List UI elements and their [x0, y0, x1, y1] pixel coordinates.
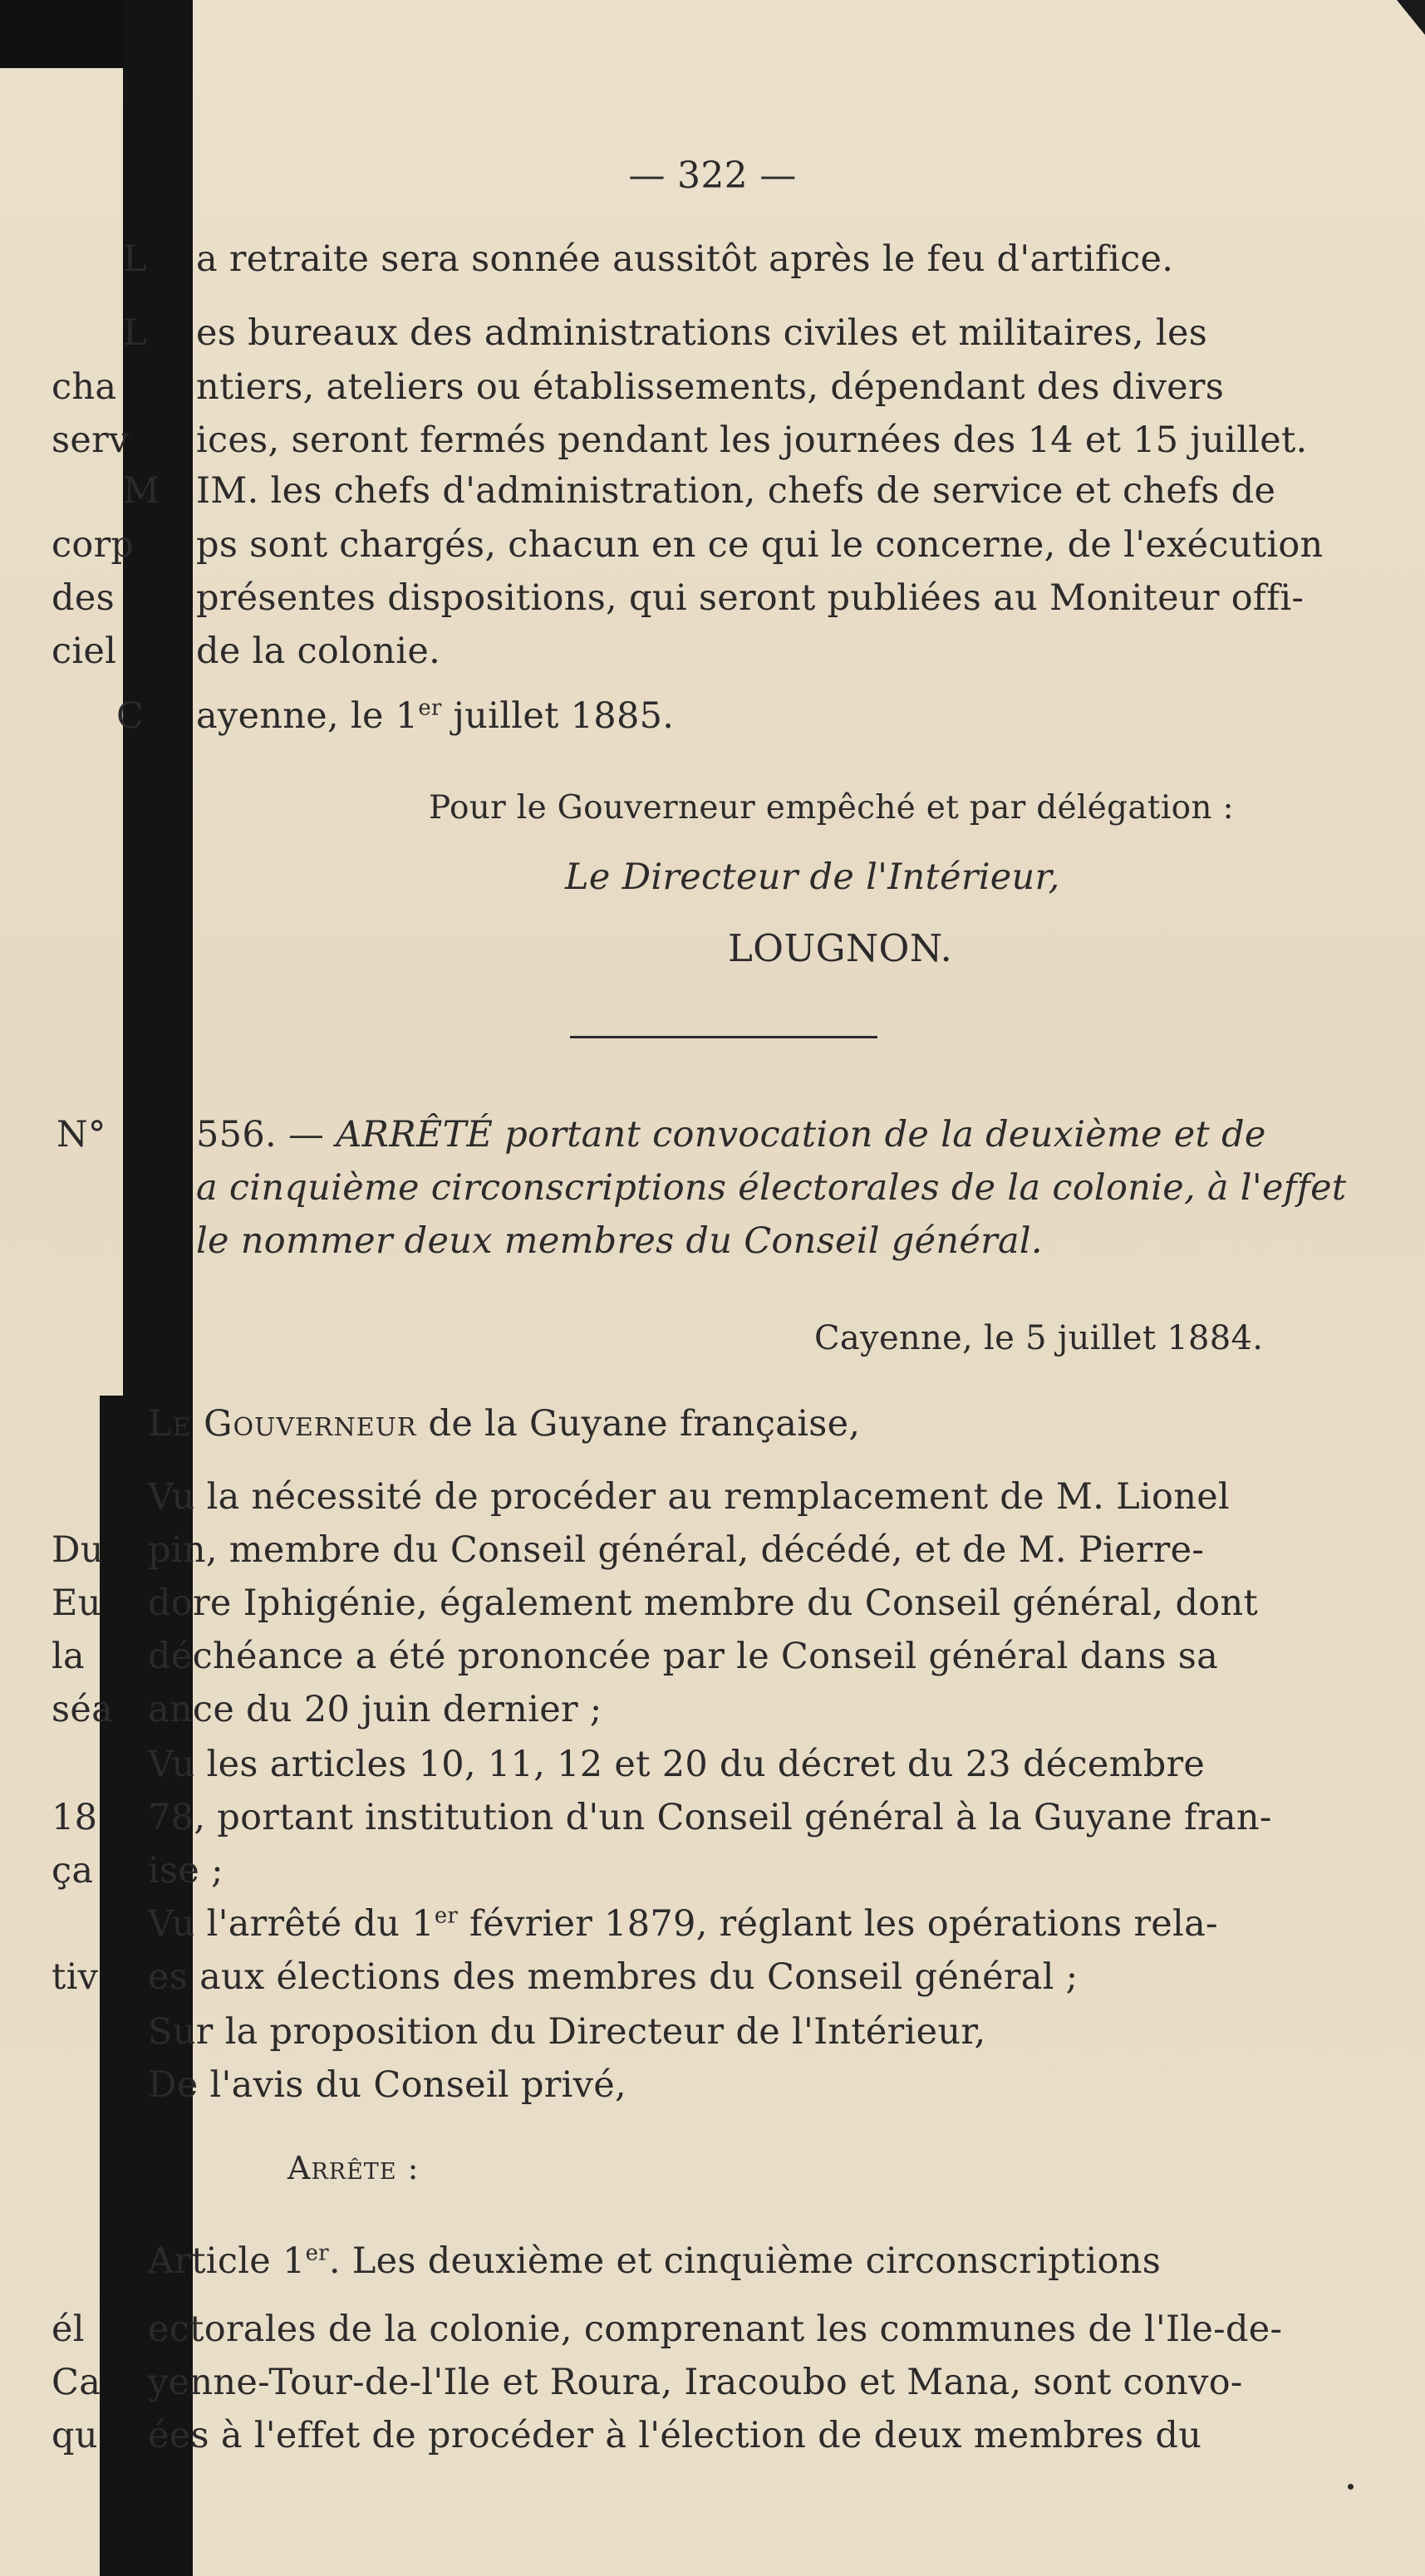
margin-fragment: L: [123, 312, 147, 354]
arrete-heading: Arrête :: [287, 2150, 420, 2186]
date-line-sup: er: [418, 695, 442, 721]
signature-name: LOUGNON.: [728, 926, 953, 970]
margin-fragment: corp: [52, 524, 135, 566]
margin-fragment: séa: [52, 1689, 114, 1730]
signature-intro: Pour le Gouverneur empêché et par délégation :: [429, 789, 1234, 827]
text-line: Vu la nécessité de procéder au remplacement de M. Lionel: [148, 1476, 1230, 1518]
margin-fragment: Ca: [52, 2362, 101, 2403]
text-line: ntiers, ateliers ou établissements, dépendant des divers: [196, 366, 1225, 408]
text-line: pin, membre du Conseil général, décédé, et de M. Pierre-: [148, 1529, 1205, 1571]
text-line: présentes dispositions, qui seront publiées au Moniteur offi-: [196, 577, 1305, 619]
vu-arrete-rest: février 1879, réglant les opérations rela-: [458, 1903, 1218, 1945]
margin-fragment: ça: [52, 1850, 94, 1892]
arrete-title-line: a cinquième circonscriptions électorales de la colonie, à l'effet: [196, 1167, 1347, 1209]
governor-caps: Le Gouverneur: [148, 1403, 417, 1445]
text-line: a retraite sera sonnée aussitôt après le feu d'artifice.: [196, 238, 1174, 280]
arrete-title: ARRÊTÉ portant convocation de la deuxième et de: [336, 1114, 1266, 1156]
margin-fragment: C: [116, 695, 145, 737]
margin-fragment: Du: [52, 1529, 104, 1571]
text-line: De l'avis du Conseil privé,: [148, 2064, 627, 2106]
governor-line: [148, 1402, 860, 1445]
margin-fragment: L: [123, 238, 147, 280]
text-line: Vu les articles 10, 11, 12 et 20 du décret du 23 décembre: [148, 1744, 1206, 1785]
margin-fragment: ciel: [52, 631, 117, 672]
text-line: ps sont chargés, chacun en ce qui le concerne, de l'exécution: [196, 524, 1324, 566]
arrete-number: 556. —: [196, 1114, 337, 1156]
margin-fragment: serv: [52, 420, 130, 461]
signature-title: Le Directeur de l'Intérieur,: [565, 856, 1060, 898]
margin-fragment: M: [123, 470, 160, 512]
article-line: [148, 2240, 1161, 2283]
page-corner-shadow: [1397, 0, 1425, 35]
text-line: ise ;: [148, 1850, 224, 1892]
ink-speck: [1348, 2484, 1354, 2490]
date-line-year: juillet 1885.: [441, 695, 675, 737]
article-text: . Les deuxième et cinquième circonscriptions: [328, 2240, 1162, 2282]
date-line-text: ayenne, le 1: [196, 695, 419, 737]
text-line: ées à l'effet de procéder à l'élection de deux membres du: [148, 2415, 1202, 2456]
margin-fragment: Eu: [52, 1582, 101, 1624]
vu-arrete-line: [148, 1902, 1218, 1945]
text-line: es bureaux des administrations civiles et militaires, les: [196, 312, 1208, 354]
governor-rest: de la Guyane française,: [416, 1403, 861, 1445]
arrete-title-line: le nommer deux membres du Conseil général.: [196, 1220, 1043, 1262]
text-line: dore Iphigénie, également membre du Conseil général, dont: [148, 1582, 1259, 1624]
text-line: yenne-Tour-de-l'Ile et Roura, Iracoubo et Mana, sont convo-: [148, 2362, 1243, 2403]
text-line: ectorales de la colonie, comprenant les communes de l'Ile-de-: [148, 2309, 1283, 2350]
text-line: déchéance a été prononcée par le Conseil général dans sa: [148, 1636, 1219, 1677]
margin-fragment: tiv: [52, 1956, 99, 1998]
arrete-date: Cayenne, le 5 juillet 1884.: [814, 1319, 1264, 1357]
date-line: [196, 694, 674, 738]
margin-fragment: él: [52, 2309, 85, 2350]
text-line: 78, portant institution d'un Conseil général à la Guyane fran-: [148, 1797, 1272, 1838]
margin-fragment: des: [52, 577, 115, 619]
article-label: Article 1: [148, 2240, 306, 2282]
page-number: — 322 —: [628, 155, 797, 197]
text-line: IM. les chefs d'administration, chefs de service et chefs de: [196, 470, 1276, 512]
text-line: Sur la proposition du Directeur de l'Intérieur,: [148, 2011, 986, 2053]
text-line: ices, seront fermés pendant les journées des 14 et 15 juillet.: [196, 420, 1308, 461]
margin-fragment: la: [52, 1636, 85, 1677]
margin-fragment: qu: [52, 2415, 98, 2456]
margin-fragment: cha: [52, 366, 117, 408]
text-line: de la colonie.: [196, 631, 441, 672]
margin-fragment: 18: [52, 1797, 98, 1838]
arrete-title-line: [196, 1113, 1266, 1156]
vu-arrete-sup: er: [434, 1903, 459, 1929]
text-line: ance du 20 juin dernier ;: [148, 1689, 602, 1730]
text-line: es aux élections des membres du Conseil général ;: [148, 1956, 1079, 1998]
vu-arrete-text: Vu l'arrêté du 1: [148, 1903, 435, 1945]
margin-fragment: N°: [57, 1114, 106, 1156]
section-divider: [570, 1036, 877, 1038]
article-sup: er: [305, 2240, 329, 2266]
